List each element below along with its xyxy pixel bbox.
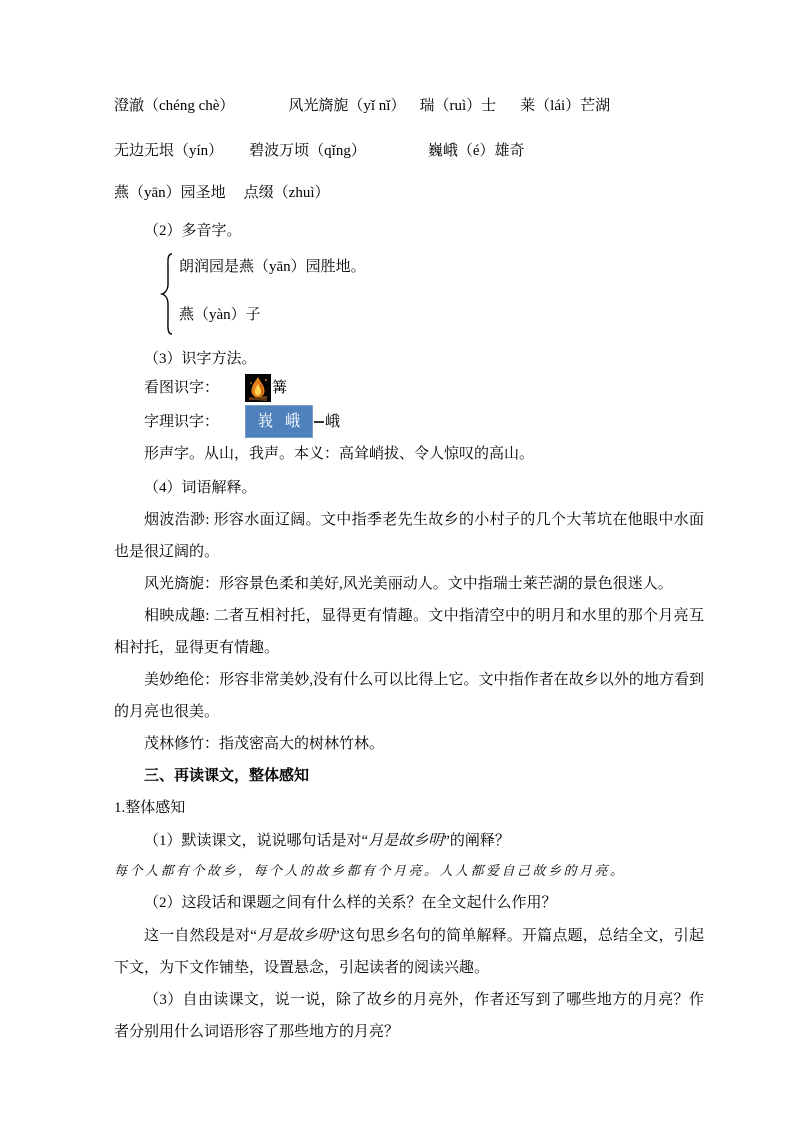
answer-1: 每个人都有个故乡，每个人的故乡都有个月亮。人人都爱自己故乡的月亮。	[114, 864, 626, 879]
section-heading: 三、再读课文，整体感知	[144, 768, 310, 784]
definition-item: 相映成趣: 二者互相衬托，显得更有情趣。文中指清空中的明月和水里的那个月亮互相衬托，显得更有情趣。	[114, 608, 704, 656]
word-list-line-3	[114, 181, 704, 205]
question-1-text: （1）默读课文，说说哪句话是对“	[144, 833, 369, 849]
literacy-row-picture	[144, 374, 704, 402]
literacy-row-label: 看图识字：	[144, 380, 220, 396]
word-item: 巍峨（é）雄奇	[427, 143, 525, 159]
word-item: 燕（yān）园圣地	[114, 185, 226, 201]
seal-script-image	[245, 405, 313, 438]
literacy-row-etymology	[144, 405, 704, 438]
answer-2	[114, 919, 704, 984]
polyphonic-brace-diagram	[114, 251, 704, 339]
definition-item: 风光旖旎：形容景色柔和美好,风光美丽动人。文中指瑞士莱芒湖的景色很迷人。	[144, 576, 673, 592]
word-item: 瑞（ruì）士	[419, 98, 497, 114]
polyphonic-example: 燕（yàn）子	[179, 307, 261, 323]
polyphonic-section-label: （2）多音字。	[144, 223, 242, 239]
word-item: 无边无垠（yín）	[114, 143, 224, 159]
word-item: 澄澈（chéng chè）	[114, 98, 235, 114]
literacy-row-label: 字理识字：	[144, 413, 220, 430]
bonfire-image	[245, 374, 271, 402]
question-2: （2）这段话和课题之间有什么样的关系？在全文起什么作用？	[144, 895, 557, 911]
definitions-section-label: （4）词语解释。	[144, 480, 257, 496]
question-3: （3）自由读课文，说一说，除了故乡的月亮外，作者还写到了哪些地方的月亮？作者分别用什么词语形容了那些地方的月亮？	[114, 992, 704, 1040]
curly-brace-icon	[160, 252, 176, 336]
word-item: 风光旖旎（yǐ nǐ）	[288, 98, 406, 114]
word-item: 点缀（zhuì）	[243, 185, 330, 201]
quoted-title: 月是故乡明	[368, 831, 444, 849]
polyphonic-example: 朗润园是燕（yān）园胜地。	[179, 259, 366, 275]
definition-item: 烟波浩渺: 形容水面辽阔。文中指季老先生故乡的小村子的几个大苇坑在他眼中水面也是很辽阔的。	[114, 512, 704, 560]
section-subheading: 1.整体感知	[114, 800, 186, 816]
answer-2-text: ”这句思乡名句的简单解释。开篇点题，总结全文，引起下文，为下文作铺垫，设置悬念，引起读者的阅读兴趣。	[114, 928, 704, 976]
word-item: 碧波万顷（qǐng）	[249, 143, 366, 159]
word-item: 莱（lái）芒湖	[520, 98, 611, 114]
literacy-target-char: 篝	[272, 380, 288, 396]
seal-glyph: 峩	[258, 413, 274, 430]
question-1	[114, 824, 704, 857]
literacy-section-label: （3）识字方法。	[144, 351, 257, 367]
answer-2-text: 这一自然段是对“	[144, 928, 257, 944]
definition-item: 茂林修竹：指茂密高大的树林竹林。	[144, 736, 385, 752]
word-list-line-2	[114, 139, 704, 163]
definition-item: 美妙绝伦：形容非常美妙,没有什么可以比得上它。文中指作者在故乡以外的地方看到的月亮也很美。	[114, 672, 704, 720]
connector-dash	[314, 421, 324, 423]
seal-glyph: 峨	[285, 413, 301, 430]
quoted-title: 月是故乡明	[256, 926, 333, 944]
literacy-target-char: 峨	[325, 413, 341, 430]
etymology-note: 形声字。从山，我声。本义：高耸峭拔、令人惊叹的高山。	[144, 446, 535, 462]
word-list-line-1	[114, 94, 704, 118]
question-1-text: ”的阐释？	[443, 833, 510, 849]
